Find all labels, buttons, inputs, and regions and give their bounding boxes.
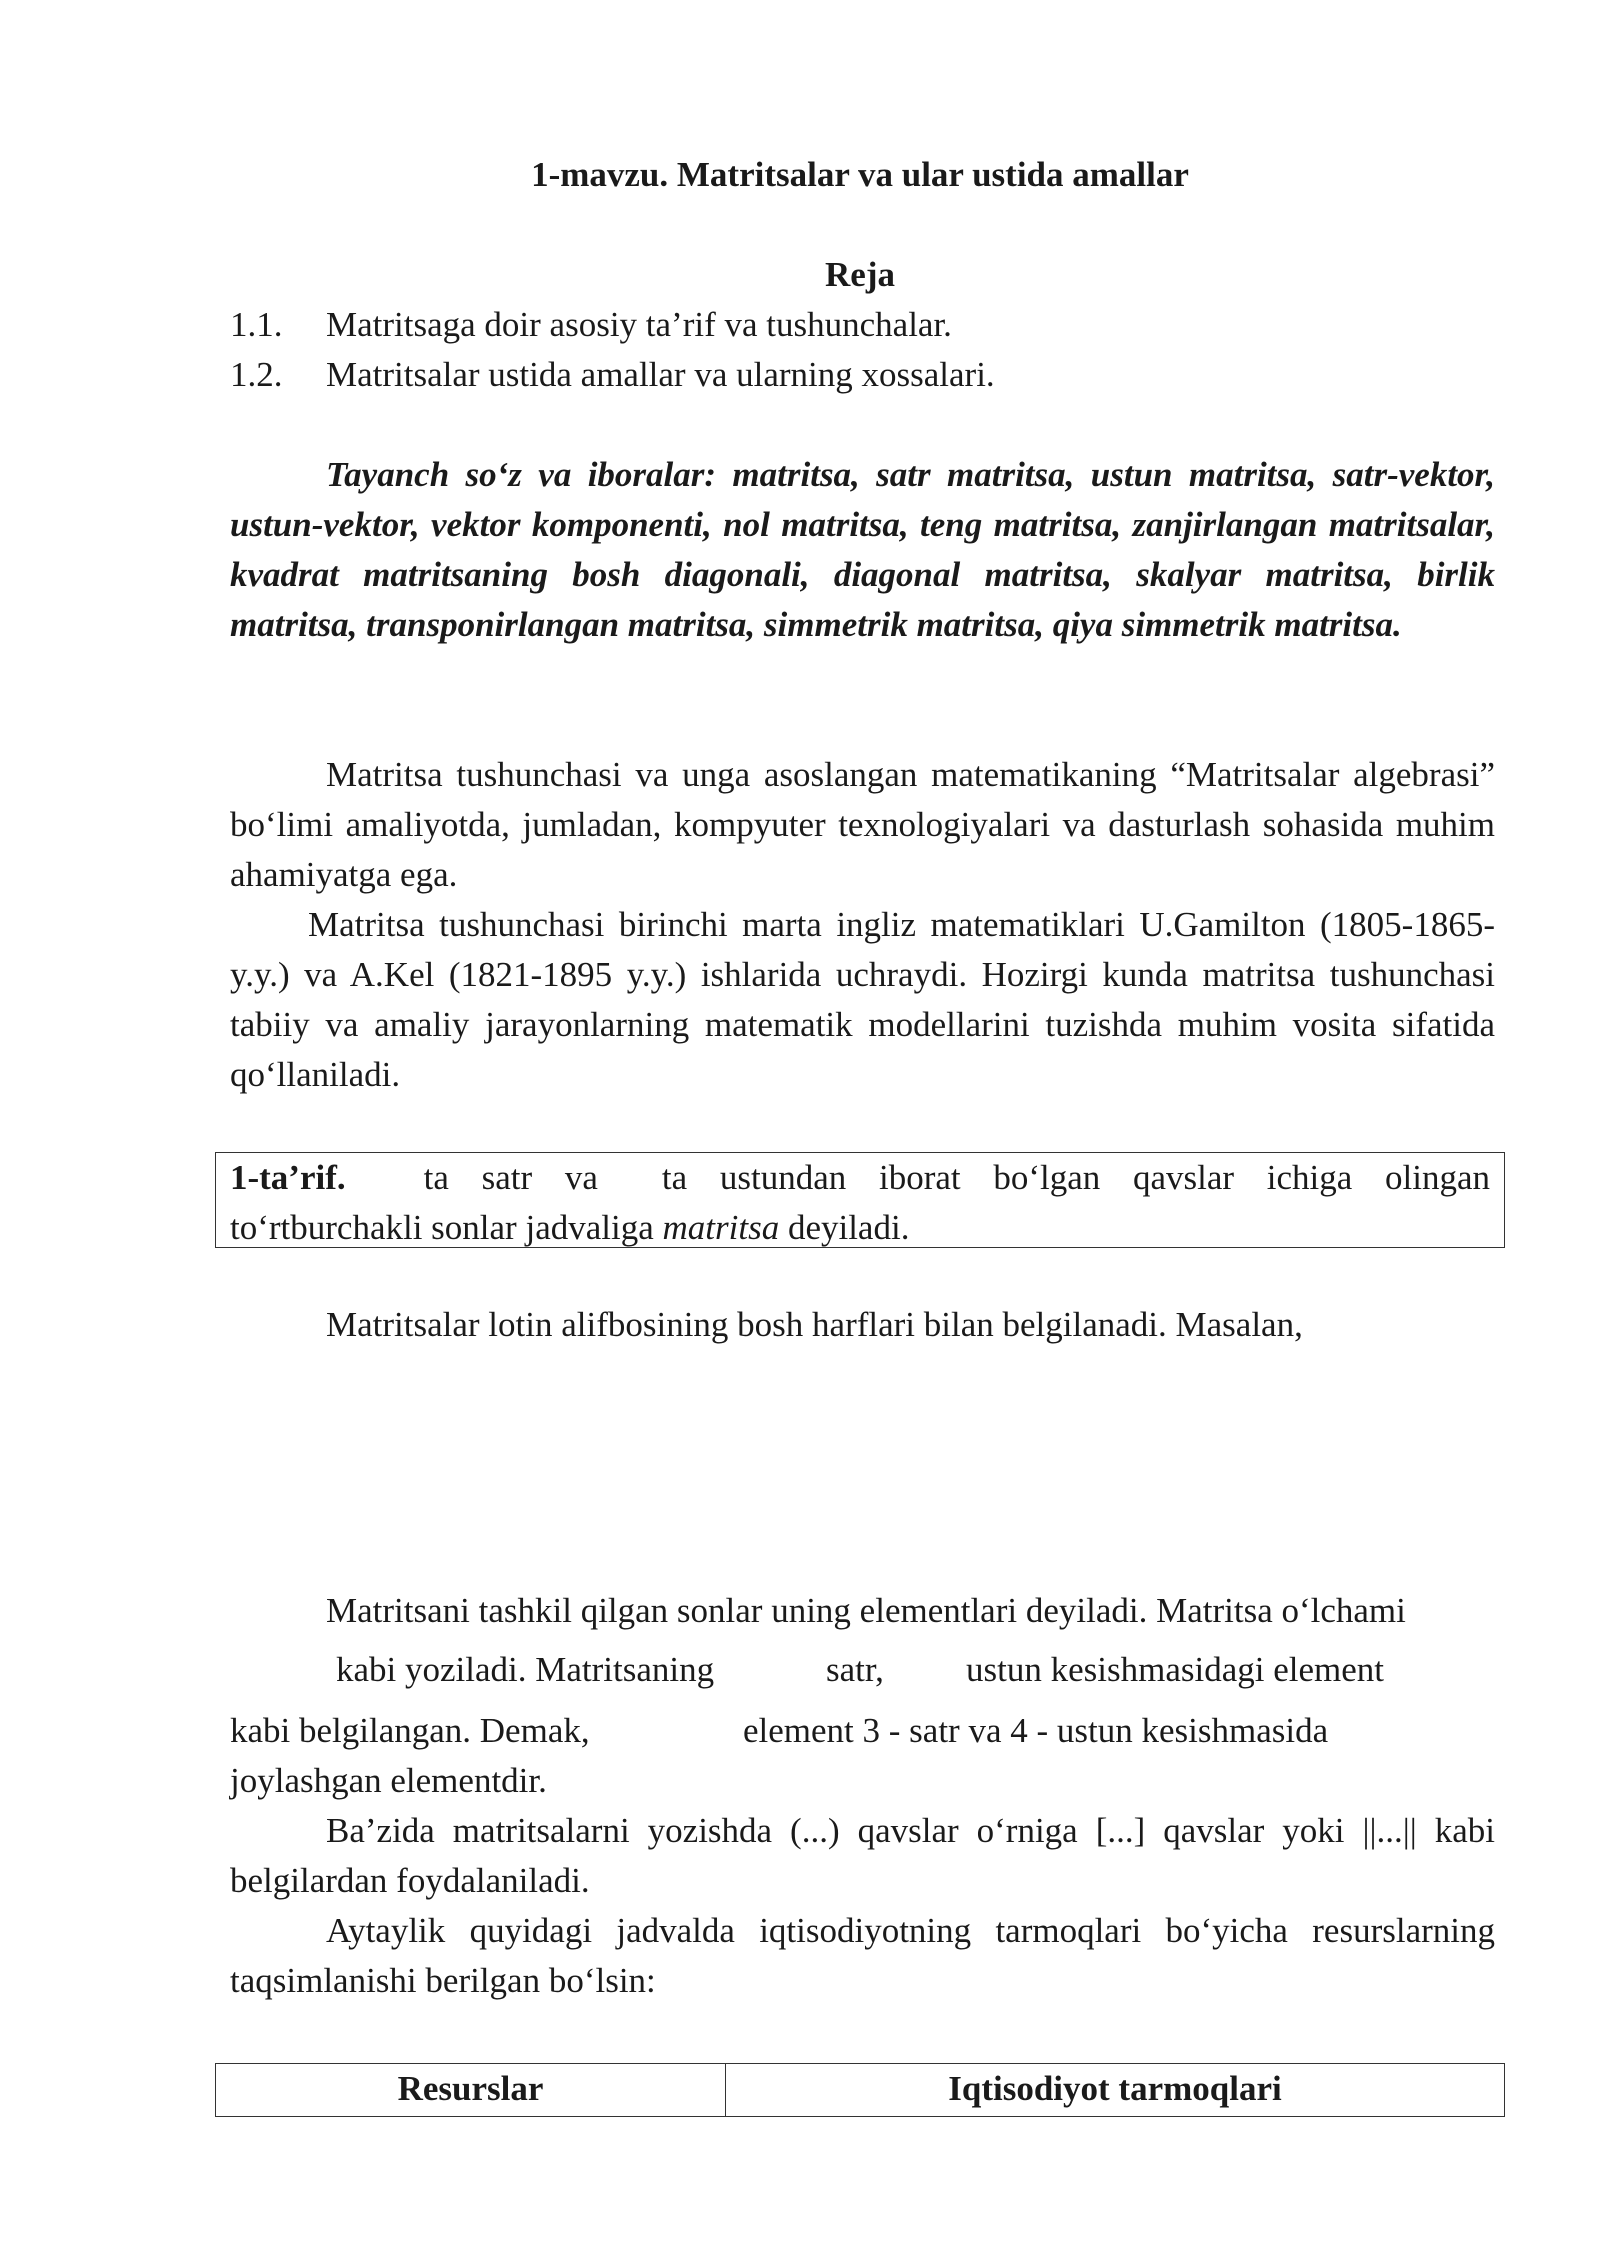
definition-box: [215, 1152, 1505, 1248]
brackets-paragraph: Ba’zida matritsalarni yozishda (...) qavslar o‘rniga [...] qavslar yoki ||...|| kabi belgilardan foydalaniladi.: [230, 1811, 1495, 1900]
table-header-sectors: Iqtisodiyot tarmoqlari: [948, 2069, 1282, 2108]
elements-line-3a: kabi belgilangan. Demak,: [230, 1711, 590, 1750]
definition-term: matritsa: [662, 1208, 780, 1247]
elements-line-2b: satr,: [826, 1650, 884, 1689]
plan-item-number: 1.2.: [230, 355, 283, 394]
resources-table-header: [215, 2063, 1505, 2117]
plan-item: [230, 300, 1500, 350]
keywords-paragraph: Tayanch so‘z va iboralar: matritsa, satr matritsa, ustun matritsa, satr-vektor, ustun-vektor, vektor komponenti, nol matritsa, teng matritsa, zanjirlangan matritsalar, kvadrat matritsaning bosh diagonali, diagonal matritsa, skalyar matritsa, birlik matritsa, transponirlangan matritsa, simmetrik matritsa, qiya simmetrik matritsa.: [230, 455, 1495, 644]
intro-paragraph-1: Matritsa tushunchasi va unga asoslangan matematikaning “Matritsalar algebrasi” bo‘limi amaliyotda, jumladan, kompyuter texnologiyalari va dasturlash sohasida muhim ahamiyatga ega.: [230, 755, 1495, 894]
elements-line-4: joylashgan elementdir.: [230, 1761, 547, 1800]
plan-item: [230, 350, 1500, 400]
elements-line-1: Matritsani tashkil qilgan sonlar uning elementlari deyiladi. Matritsa o‘lchami: [326, 1591, 1406, 1630]
definition-text-3: deyiladi.: [787, 1208, 910, 1247]
plan-heading: Reja: [825, 255, 895, 294]
notation-paragraph: Matritsalar lotin alifbosining bosh harflari bilan belgilanadi. Masalan,: [326, 1305, 1303, 1344]
definition-text-2: ta ustundan iborat bo‘lgan qavslar ichiga olingan to‘rtburchakli sonlar jadvaliga: [230, 1158, 1491, 1247]
table-intro-paragraph: Aytaylik quyidagi jadvalda iqtisodiyotning tarmoqlari bo‘yicha resurslarning taqsimlanishi berilgan bo‘lsin:: [230, 1911, 1495, 2000]
intro-paragraph-2: Matritsa tushunchasi birinchi marta ingliz matematiklari U.Gamilton (1805-1865-y.y.) va A.Kel (1821-1895 y.y.) ishlarida uchraydi. Hozirgi kunda matritsa tushunchasi tabiiy va amaliy jarayonlarning matematik modellarini tuzishda muhim vosita sifatida qo‘llaniladi.: [230, 905, 1495, 1094]
page-title: 1-mavzu. Matritsalar va ular ustida amallar: [531, 155, 1189, 194]
plan-item-text: Matritsalar ustida amallar va ularning xossalari.: [326, 355, 995, 394]
elements-line-2a: kabi yoziladi. Matritsaning: [336, 1650, 715, 1689]
elements-line-3b: element 3 - satr va 4 - ustun kesishmasida: [743, 1711, 1329, 1750]
definition-text-1: ta satr va: [423, 1158, 598, 1197]
plan-item-number: 1.1.: [230, 305, 283, 344]
plan-item-text: Matritsaga doir asosiy ta’rif va tushunchalar.: [326, 305, 952, 344]
definition-label: 1-ta’rif.: [230, 1158, 346, 1197]
elements-line-2c: ustun kesishmasidagi element: [966, 1650, 1384, 1689]
table-header-resources: Resurslar: [216, 2064, 726, 2116]
